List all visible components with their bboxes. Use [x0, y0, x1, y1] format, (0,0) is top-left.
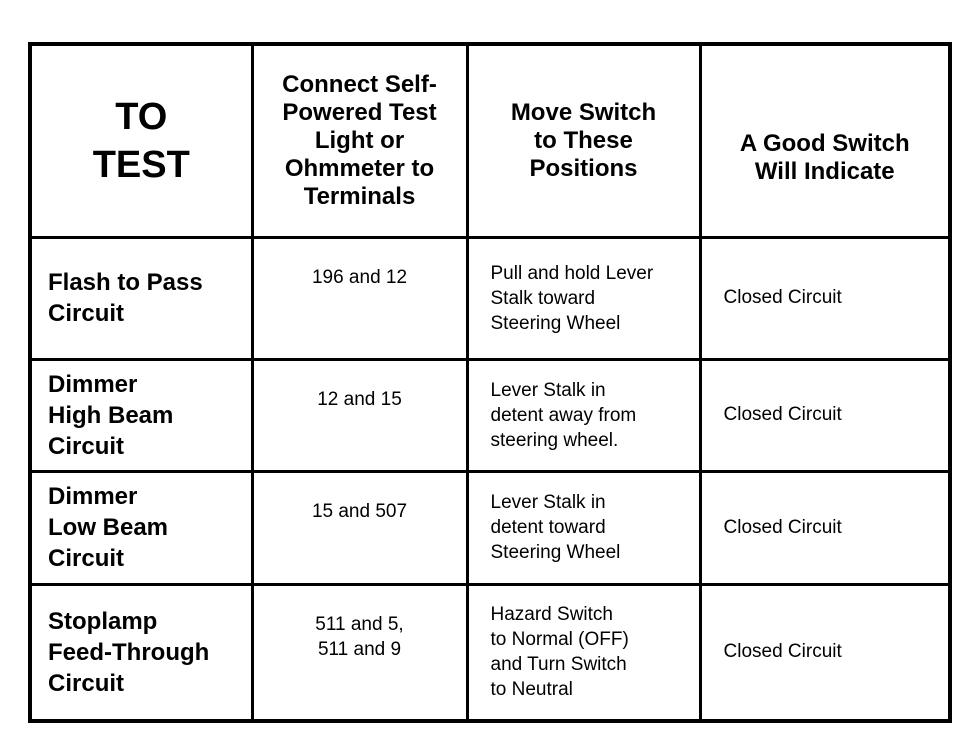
test-name-cell: [30, 237, 252, 359]
test-name-cell: [30, 471, 252, 584]
header-to-test-line: TO: [115, 95, 168, 138]
indicate-cell: [700, 471, 950, 584]
header-connect-line: Light or: [314, 126, 405, 154]
switch-test-table: [28, 42, 952, 723]
test-name-cell: [30, 359, 252, 471]
indicate-cell: [700, 237, 950, 359]
indicate-value: Closed Circuit: [723, 641, 842, 663]
positions-line: Lever Stalk in: [490, 492, 606, 513]
terminals-cell: [252, 584, 467, 721]
positions-cell: [467, 584, 700, 721]
test-name-line: Circuit: [48, 669, 125, 697]
positions-cell: [467, 237, 700, 359]
indicate-value: Closed Circuit: [723, 404, 842, 425]
terminals-line: 511 and 9: [317, 638, 402, 660]
header-move-line: Move Switch: [510, 98, 657, 126]
positions-cell: [467, 471, 700, 584]
header-indicate-line: A Good Switch: [739, 129, 910, 157]
positions-line: Steering Wheel: [490, 312, 621, 334]
header-move-line: Positions: [529, 154, 638, 182]
positions-line: Steering Wheel: [490, 542, 621, 563]
test-name-line: Low Beam: [48, 514, 169, 541]
terminals-line: 196 and 12: [311, 266, 408, 288]
header-connect-line: Connect Self-: [282, 70, 437, 98]
terminals-cell: [252, 471, 467, 584]
terminals-line: 15 and 507: [311, 500, 408, 522]
test-name-line: Dimmer: [48, 370, 138, 398]
test-name-line: Dimmer: [48, 483, 138, 510]
terminals-line: 12 and 15: [317, 388, 402, 410]
positions-line: Lever Stalk in: [490, 379, 606, 401]
header-indicate: [700, 44, 950, 237]
test-name-line: Flash to Pass: [48, 269, 203, 296]
header-connect-line: Powered Test: [282, 98, 437, 126]
indicate-cell: [700, 359, 950, 471]
test-name-line: High Beam: [48, 401, 174, 429]
positions-cell: [467, 359, 700, 471]
test-name-cell: [30, 584, 252, 721]
header-move-switch: [467, 44, 700, 237]
test-name-line: Stoplamp: [48, 607, 158, 635]
header-connect-line: Terminals: [303, 182, 416, 210]
terminals-line: 511 and 5,: [315, 613, 404, 635]
test-name-line: Circuit: [48, 432, 125, 460]
positions-line: to Normal (OFF): [490, 629, 629, 651]
positions-line: to Neutral: [490, 679, 573, 701]
table-row: [30, 237, 950, 359]
header-row: [30, 44, 950, 237]
test-name-line: Circuit: [48, 545, 125, 572]
header-connect: [252, 44, 467, 237]
test-name-line: Circuit: [48, 300, 125, 327]
indicate-value: Closed Circuit: [723, 287, 842, 308]
header-move-line: to These: [534, 126, 633, 154]
indicate-value: Closed Circuit: [723, 516, 842, 538]
test-name-line: Feed-Through: [48, 638, 210, 666]
positions-line: steering wheel.: [490, 429, 619, 451]
terminals-cell: [252, 237, 467, 359]
table-row: [30, 471, 950, 584]
positions-line: Stalk toward: [490, 287, 596, 309]
table-row: [30, 359, 950, 471]
positions-line: Hazard Switch: [490, 604, 613, 626]
header-connect-line: Ohmmeter to: [284, 154, 435, 182]
positions-line: detent toward: [490, 517, 606, 538]
header-indicate-line: Will Indicate: [754, 157, 895, 185]
header-to-test: [30, 44, 252, 237]
positions-line: and Turn Switch: [490, 654, 627, 676]
indicate-cell: [700, 584, 950, 721]
header-to-test-line: TEST: [92, 143, 190, 186]
terminals-cell: [252, 359, 467, 471]
table-row: [30, 584, 950, 721]
positions-line: detent away from: [490, 404, 637, 426]
positions-line: Pull and hold Lever: [490, 262, 654, 284]
